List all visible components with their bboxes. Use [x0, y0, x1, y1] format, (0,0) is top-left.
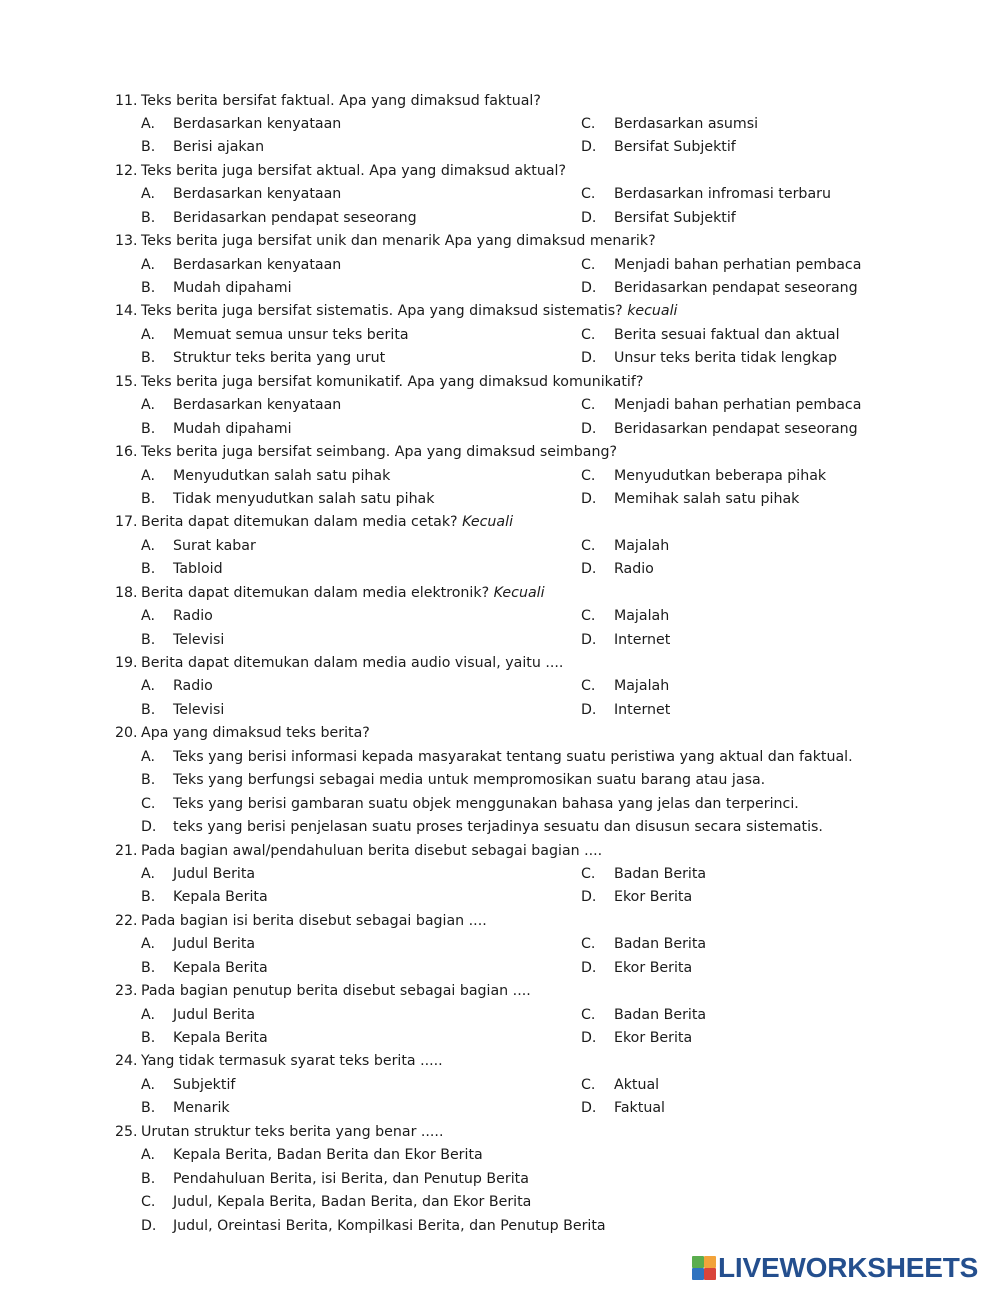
option-a — [141, 394, 581, 417]
question-number: 24. — [115, 1053, 138, 1070]
option-a — [141, 1004, 581, 1027]
option-c — [581, 113, 981, 136]
option-text: Menjadi bahan perhatian pembaca — [614, 256, 862, 273]
option-c — [141, 1191, 985, 1214]
option-b — [141, 488, 581, 511]
option-text: Majalah — [614, 678, 670, 695]
option-letter: A. — [141, 1076, 155, 1093]
option-letter: B. — [141, 139, 156, 156]
option-text: Kepala Berita, Badan Berita dan Ekor Berita — [173, 1147, 483, 1164]
option-text: Judul Berita — [173, 865, 256, 882]
question-number: 12. — [115, 162, 138, 179]
option-a — [141, 1144, 985, 1167]
option-text: Tabloid — [173, 561, 223, 578]
option-letter: B. — [141, 420, 156, 437]
option-text: Judul Berita — [173, 936, 256, 953]
option-b — [141, 418, 581, 441]
option-c — [581, 183, 981, 206]
option-d — [581, 629, 981, 652]
question-stem — [115, 582, 985, 605]
option-a — [141, 324, 581, 347]
options-list — [115, 183, 985, 230]
option-letter: D. — [141, 819, 157, 836]
option-text: Internet — [614, 701, 671, 718]
option-b — [141, 957, 581, 980]
option-letter: C. — [581, 608, 596, 625]
option-letter: D. — [581, 1100, 597, 1117]
option-text: Mudah dipahami — [173, 420, 292, 437]
option-d — [581, 347, 981, 370]
option-letter: C. — [581, 1006, 596, 1023]
question-number: 22. — [115, 912, 138, 929]
question-23 — [115, 980, 985, 1050]
option-c — [581, 1074, 981, 1097]
option-text: Aktual — [614, 1076, 660, 1093]
question-12 — [115, 160, 985, 230]
option-text: Surat kabar — [173, 537, 256, 554]
option-text: Berdasarkan kenyataan — [173, 115, 342, 132]
options-list — [115, 1074, 985, 1121]
question-13 — [115, 230, 985, 300]
question-stem — [115, 652, 985, 675]
option-a — [141, 254, 581, 277]
question-text: Teks berita juga bersifat sistematis. Apa yang dimaksud sistematis? — [141, 303, 628, 320]
option-d — [581, 488, 981, 511]
option-text: Judul Berita — [173, 1006, 256, 1023]
option-letter: C. — [581, 326, 596, 343]
option-letter: C. — [581, 256, 596, 273]
question-17 — [115, 511, 985, 581]
option-letter: D. — [581, 209, 597, 226]
question-text: Urutan struktur teks berita yang benar ..... — [141, 1123, 444, 1140]
option-text: Menarik — [173, 1100, 230, 1117]
option-text: Beridasarkan pendapat seseorang — [173, 209, 417, 226]
option-text: Kepala Berita — [173, 959, 268, 976]
option-text: Kepala Berita — [173, 889, 268, 906]
option-letter: D. — [581, 631, 597, 648]
option-a — [141, 465, 581, 488]
option-letter: A. — [141, 326, 155, 343]
question-text: Teks berita juga bersifat komunikatif. Apa yang dimaksud komunikatif? — [141, 373, 644, 390]
option-letter: D. — [581, 280, 597, 296]
question-text: Pada bagian awal/pendahuluan berita disebut sebagai bagian .... — [141, 842, 603, 859]
options-list — [115, 254, 985, 301]
question-number: 25. — [115, 1123, 138, 1140]
option-d — [581, 957, 981, 980]
option-text: Teks yang berisi gambaran suatu objek menggunakan bahasa yang jelas dan terperinci. — [173, 795, 799, 812]
option-text: Subjektif — [173, 1076, 236, 1093]
question-stem — [115, 300, 985, 323]
option-letter: A. — [141, 397, 155, 414]
question-stem — [115, 160, 985, 183]
question-19 — [115, 652, 985, 722]
options-list — [115, 465, 985, 512]
question-number: 17. — [115, 514, 138, 531]
option-letter: D. — [581, 350, 597, 367]
options-list — [115, 1144, 985, 1238]
options-list — [115, 605, 985, 652]
option-text: Kepala Berita — [173, 1030, 268, 1046]
option-text: Judul, Oreintasi Berita, Kompilkasi Berita, dan Penutup Berita — [173, 1217, 606, 1234]
question-11 — [115, 90, 985, 160]
question-stem — [115, 511, 985, 534]
option-c — [581, 1004, 981, 1027]
question-number: 20. — [115, 725, 138, 742]
option-c — [581, 465, 981, 488]
question-stem — [115, 230, 985, 253]
liveworksheets-logo[interactable] — [692, 1252, 978, 1284]
option-text: Faktual — [614, 1100, 665, 1117]
option-letter: B. — [141, 631, 156, 648]
question-15 — [115, 371, 985, 441]
question-number: 13. — [115, 233, 138, 250]
option-text: Teks yang berisi informasi kepada masyarakat tentang suatu peristiwa yang aktual dan faktual. — [173, 748, 853, 765]
option-letter: A. — [141, 256, 155, 273]
option-text: Berdasarkan infromasi terbaru — [614, 186, 831, 203]
option-letter: C. — [581, 467, 596, 484]
option-letter: C. — [581, 537, 596, 554]
option-letter: A. — [141, 467, 155, 484]
option-text: Berdasarkan kenyataan — [173, 186, 342, 203]
option-letter: A. — [141, 936, 155, 953]
option-letter: D. — [581, 889, 597, 906]
option-d — [581, 1027, 981, 1050]
option-letter: B. — [141, 1030, 156, 1046]
option-text: Berisi ajakan — [173, 139, 265, 156]
option-b — [141, 769, 985, 792]
option-a — [141, 746, 985, 769]
option-letter: B. — [141, 1170, 156, 1187]
brand-name: LIVEWORKSHEETS — [718, 1252, 979, 1283]
option-text: Pendahuluan Berita, isi Berita, dan Penutup Berita — [173, 1170, 529, 1187]
option-letter: D. — [581, 1030, 597, 1046]
option-letter: A. — [141, 537, 155, 554]
option-letter: A. — [141, 748, 155, 765]
option-text: Judul, Kepala Berita, Badan Berita, dan Ekor Berita — [173, 1194, 532, 1211]
option-text: Berdasarkan kenyataan — [173, 256, 342, 273]
option-text: Menyudutkan beberapa pihak — [614, 467, 827, 484]
option-text: Struktur teks berita yang urut — [173, 350, 386, 367]
option-a — [141, 113, 581, 136]
option-text: Ekor Berita — [614, 959, 693, 976]
option-c — [581, 605, 981, 628]
option-letter: C. — [581, 865, 596, 882]
question-text: Teks berita juga bersifat aktual. Apa yang dimaksud aktual? — [141, 162, 567, 179]
option-text: Memuat semua unsur teks berita — [173, 326, 409, 343]
option-letter: D. — [581, 139, 597, 156]
option-letter: C. — [141, 795, 156, 812]
option-c — [581, 933, 981, 956]
question-text: Berita dapat ditemukan dalam media elektronik? — [141, 584, 494, 601]
option-text: Bersifat Subjektif — [614, 209, 736, 226]
question-text: Teks berita juga bersifat seimbang. Apa yang dimaksud seimbang? — [141, 444, 617, 461]
question-number: 18. — [115, 584, 138, 601]
option-text: Televisi — [173, 701, 225, 718]
option-letter: A. — [141, 865, 155, 882]
option-letter: A. — [141, 1006, 155, 1023]
option-d — [581, 207, 981, 230]
question-text: Pada bagian penutup berita disebut sebagai bagian .... — [141, 983, 531, 1000]
option-b — [141, 277, 581, 300]
question-emphasis: kecuali — [627, 303, 678, 320]
option-d — [581, 1097, 981, 1120]
option-letter: D. — [581, 420, 597, 437]
question-number: 11. — [115, 92, 138, 109]
option-a — [141, 1074, 581, 1097]
option-text: Badan Berita — [614, 936, 707, 953]
option-text: Majalah — [614, 608, 670, 625]
option-text: Beridasarkan pendapat seseorang — [614, 420, 858, 437]
option-letter: C. — [581, 936, 596, 953]
option-b — [141, 347, 581, 370]
option-a — [141, 863, 581, 886]
question-number: 19. — [115, 655, 138, 671]
question-stem — [115, 1121, 985, 1144]
question-16 — [115, 441, 985, 511]
option-letter: A. — [141, 1147, 155, 1164]
option-text: teks yang berisi penjelasan suatu proses terjadinya sesuatu dan disusun secara sistematis. — [173, 819, 823, 836]
question-22 — [115, 910, 985, 980]
question-emphasis: Kecuali — [462, 514, 514, 531]
options-list — [115, 1004, 985, 1051]
option-letter: B. — [141, 280, 156, 296]
question-18 — [115, 582, 985, 652]
option-letter: A. — [141, 608, 155, 625]
option-b — [141, 699, 581, 722]
option-c — [581, 863, 981, 886]
option-letter: D. — [581, 701, 597, 718]
option-c — [581, 324, 981, 347]
option-letter: B. — [141, 1100, 156, 1117]
worksheet — [115, 90, 985, 1238]
option-a — [141, 183, 581, 206]
option-text: Menjadi bahan perhatian pembaca — [614, 397, 862, 414]
option-d — [581, 886, 981, 909]
options-list — [115, 863, 985, 910]
question-number: 15. — [115, 373, 138, 390]
option-c — [581, 394, 981, 417]
option-d — [581, 558, 981, 581]
option-c — [581, 254, 981, 277]
option-b — [141, 1097, 581, 1120]
option-d — [581, 277, 981, 300]
question-number: 23. — [115, 983, 138, 1000]
option-c — [581, 675, 981, 698]
option-text: Televisi — [173, 631, 225, 648]
option-text: Berdasarkan kenyataan — [173, 397, 342, 414]
option-letter: B. — [141, 701, 156, 718]
option-text: Berita sesuai faktual dan aktual — [614, 326, 840, 343]
question-stem — [115, 980, 985, 1003]
option-b — [141, 558, 581, 581]
option-text: Majalah — [614, 537, 670, 554]
option-text: Bersifat Subjektif — [614, 139, 736, 156]
option-letter: C. — [581, 115, 596, 132]
question-text: Berita dapat ditemukan dalam media cetak? — [141, 514, 463, 531]
option-a — [141, 675, 581, 698]
option-d — [581, 699, 981, 722]
option-d — [141, 1215, 985, 1238]
option-letter: B. — [141, 889, 156, 906]
question-number: 16. — [115, 444, 138, 461]
option-d — [581, 418, 981, 441]
option-text: Badan Berita — [614, 865, 707, 882]
options-list — [115, 933, 985, 980]
option-a — [141, 933, 581, 956]
options-list — [115, 535, 985, 582]
question-25 — [115, 1121, 985, 1238]
question-text: Teks berita juga bersifat unik dan menarik Apa yang dimaksud menarik? — [141, 233, 656, 250]
option-d — [141, 816, 985, 839]
option-text: Unsur teks berita tidak lengkap — [614, 350, 838, 367]
option-text: Tidak menyudutkan salah satu pihak — [173, 490, 435, 507]
question-24 — [115, 1050, 985, 1120]
option-letter: D. — [581, 561, 597, 578]
option-text: Internet — [614, 631, 671, 648]
question-stem — [115, 1050, 985, 1073]
option-text: Memihak salah satu pihak — [614, 490, 800, 507]
option-d — [581, 136, 981, 159]
question-text: Teks berita bersifat faktual. Apa yang dimaksud faktual? — [141, 92, 541, 109]
option-a — [141, 535, 581, 558]
question-stem — [115, 910, 985, 933]
options-list — [115, 675, 985, 722]
option-letter: B. — [141, 350, 156, 367]
question-text: Pada bagian isi berita disebut sebagai bagian .... — [141, 912, 487, 929]
option-text: Menyudutkan salah satu pihak — [173, 467, 391, 484]
option-letter: D. — [141, 1217, 157, 1234]
option-b — [141, 629, 581, 652]
option-a — [141, 605, 581, 628]
options-list — [115, 746, 985, 840]
question-stem — [115, 840, 985, 863]
option-text: Berdasarkan asumsi — [614, 115, 759, 132]
option-b — [141, 136, 581, 159]
question-text: Yang tidak termasuk syarat teks berita ..... — [141, 1053, 443, 1070]
option-letter: A. — [141, 678, 155, 695]
question-20 — [115, 722, 985, 839]
option-letter: B. — [141, 209, 156, 226]
option-letter: B. — [141, 490, 156, 507]
option-text: Ekor Berita — [614, 1030, 693, 1046]
option-text: Badan Berita — [614, 1006, 707, 1023]
option-text: Mudah dipahami — [173, 280, 292, 296]
option-letter: A. — [141, 186, 155, 203]
question-stem — [115, 90, 985, 113]
option-c — [141, 793, 985, 816]
option-letter: B. — [141, 772, 156, 789]
option-letter: C. — [141, 1194, 156, 1211]
option-letter: B. — [141, 959, 156, 976]
question-number: 14. — [115, 303, 138, 320]
question-14 — [115, 300, 985, 370]
question-stem — [115, 722, 985, 745]
option-c — [581, 535, 981, 558]
options-list — [115, 324, 985, 371]
question-text: Berita dapat ditemukan dalam media audio visual, yaitu .... — [141, 655, 564, 671]
option-letter: D. — [581, 490, 597, 507]
option-text: Radio — [173, 608, 213, 625]
option-text: Ekor Berita — [614, 889, 693, 906]
option-text: Radio — [614, 561, 654, 578]
option-b — [141, 1027, 581, 1050]
liveworksheets-logo-icon — [692, 1256, 716, 1280]
option-letter: C. — [581, 397, 596, 414]
option-text: Radio — [173, 678, 213, 695]
option-letter: C. — [581, 186, 596, 203]
question-21 — [115, 840, 985, 910]
option-text: Teks yang berfungsi sebagai media untuk mempromosikan suatu barang atau jasa. — [173, 772, 766, 789]
question-number: 21. — [115, 842, 138, 859]
option-text: Beridasarkan pendapat seseorang — [614, 280, 858, 296]
option-b — [141, 1168, 985, 1191]
option-b — [141, 886, 581, 909]
question-text: Apa yang dimaksud teks berita? — [141, 725, 370, 742]
option-letter: B. — [141, 561, 156, 578]
option-letter: D. — [581, 959, 597, 976]
option-letter: A. — [141, 115, 155, 132]
option-letter: C. — [581, 1076, 596, 1093]
option-b — [141, 207, 581, 230]
question-emphasis: Kecuali — [493, 584, 545, 601]
option-letter: C. — [581, 678, 596, 695]
options-list — [115, 394, 985, 441]
question-stem — [115, 371, 985, 394]
question-stem — [115, 441, 985, 464]
options-list — [115, 113, 985, 160]
